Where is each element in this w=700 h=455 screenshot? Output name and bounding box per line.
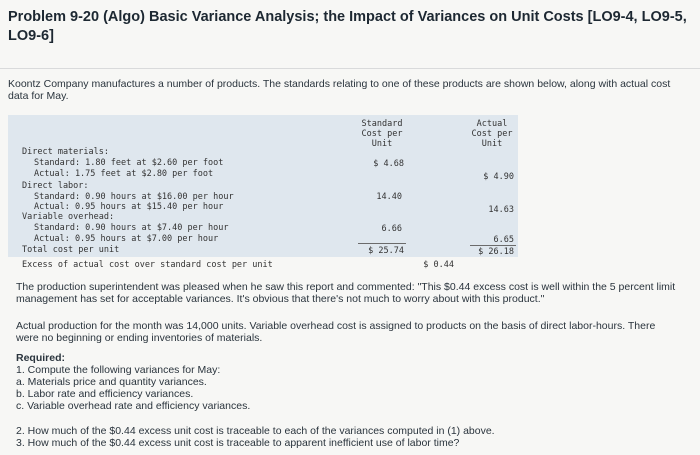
question-1b: b. Labor rate and efficiency variances.	[16, 388, 194, 400]
dm-header: Direct materials:	[22, 147, 109, 157]
header-divider	[0, 68, 700, 69]
problem-title: Problem 9-20 (Algo) Basic Variance Analysis; the Impact of Variances on Unit Costs [LO9-4, LO9-5, LO9-6]	[8, 9, 687, 44]
intro-text: Koontz Company manufactures a number of products. The standards relating to one of these products are shown below, along with actual cost data for May.	[8, 78, 671, 102]
question-2: 2. How much of the $0.44 excess unit cost is traceable to each of the variances computed in (1) above.	[16, 425, 495, 437]
standard-subtotal-line	[358, 243, 406, 244]
col-standard-header: Standard Cost per Unit	[361, 119, 403, 149]
question-1c: c. Variable overhead rate and efficiency variances.	[16, 400, 251, 412]
excess-label: Excess of actual cost over standard cost per unit	[22, 260, 273, 270]
dm-standard-value: $ 4.68	[373, 159, 404, 169]
total-label: Total cost per unit	[22, 245, 120, 255]
dl-actual-value: 14.63	[488, 205, 514, 215]
col-actual-header: Actual Cost per Unit	[471, 119, 513, 149]
total-standard-value: $ 25.74	[368, 246, 404, 256]
actual-subtotal-line	[470, 245, 516, 246]
required-heading: Required:	[16, 352, 66, 364]
question-1: 1. Compute the following variances for May:	[16, 364, 221, 376]
question-1a: a. Materials price and quantity variances.	[16, 376, 207, 388]
dm-standard-line: Standard: 1.80 feet at $2.60 per foot	[34, 158, 224, 168]
dl-standard-value: 14.40	[376, 192, 402, 202]
dm-actual-value: $ 4.90	[483, 172, 514, 182]
dl-actual-line: Actual: 0.95 hours at $15.40 per hour	[34, 202, 224, 212]
voh-standard-value: 6.66	[381, 224, 402, 234]
total-actual-value: $ 26.18	[478, 247, 514, 257]
voh-standard-line: Standard: 0.90 hours at $7.40 per hour	[34, 223, 229, 233]
production-info: Actual production for the month was 14,000 units. Variable overhead cost is assigned to products on the basis of direct labor-hours. There were no beginning or ending inventories of materials.	[16, 320, 656, 344]
voh-actual-line: Actual: 0.95 hours at $7.00 per hour	[34, 234, 219, 244]
dl-header: Direct labor:	[22, 181, 89, 191]
superintendent-comment: The production superintendent was pleased when he saw this report and commented: "This $0.44 excess cost is well within the 5 percent limit management has set for acceptable variances. It's obvious that there's not much to worry about with this product."	[16, 281, 676, 305]
voh-actual-value: 6.65	[493, 235, 514, 245]
dm-actual-line: Actual: 1.75 feet at $2.80 per foot	[34, 169, 214, 179]
voh-header: Variable overhead:	[22, 212, 115, 222]
dl-standard-line: Standard: 0.90 hours at $16.00 per hour	[34, 192, 234, 202]
question-3: 3. How much of the $0.44 excess unit cost is traceable to apparent inefficient use of labor time?	[16, 437, 460, 449]
cost-table	[8, 115, 518, 257]
excess-value: $ 0.44	[423, 260, 454, 270]
